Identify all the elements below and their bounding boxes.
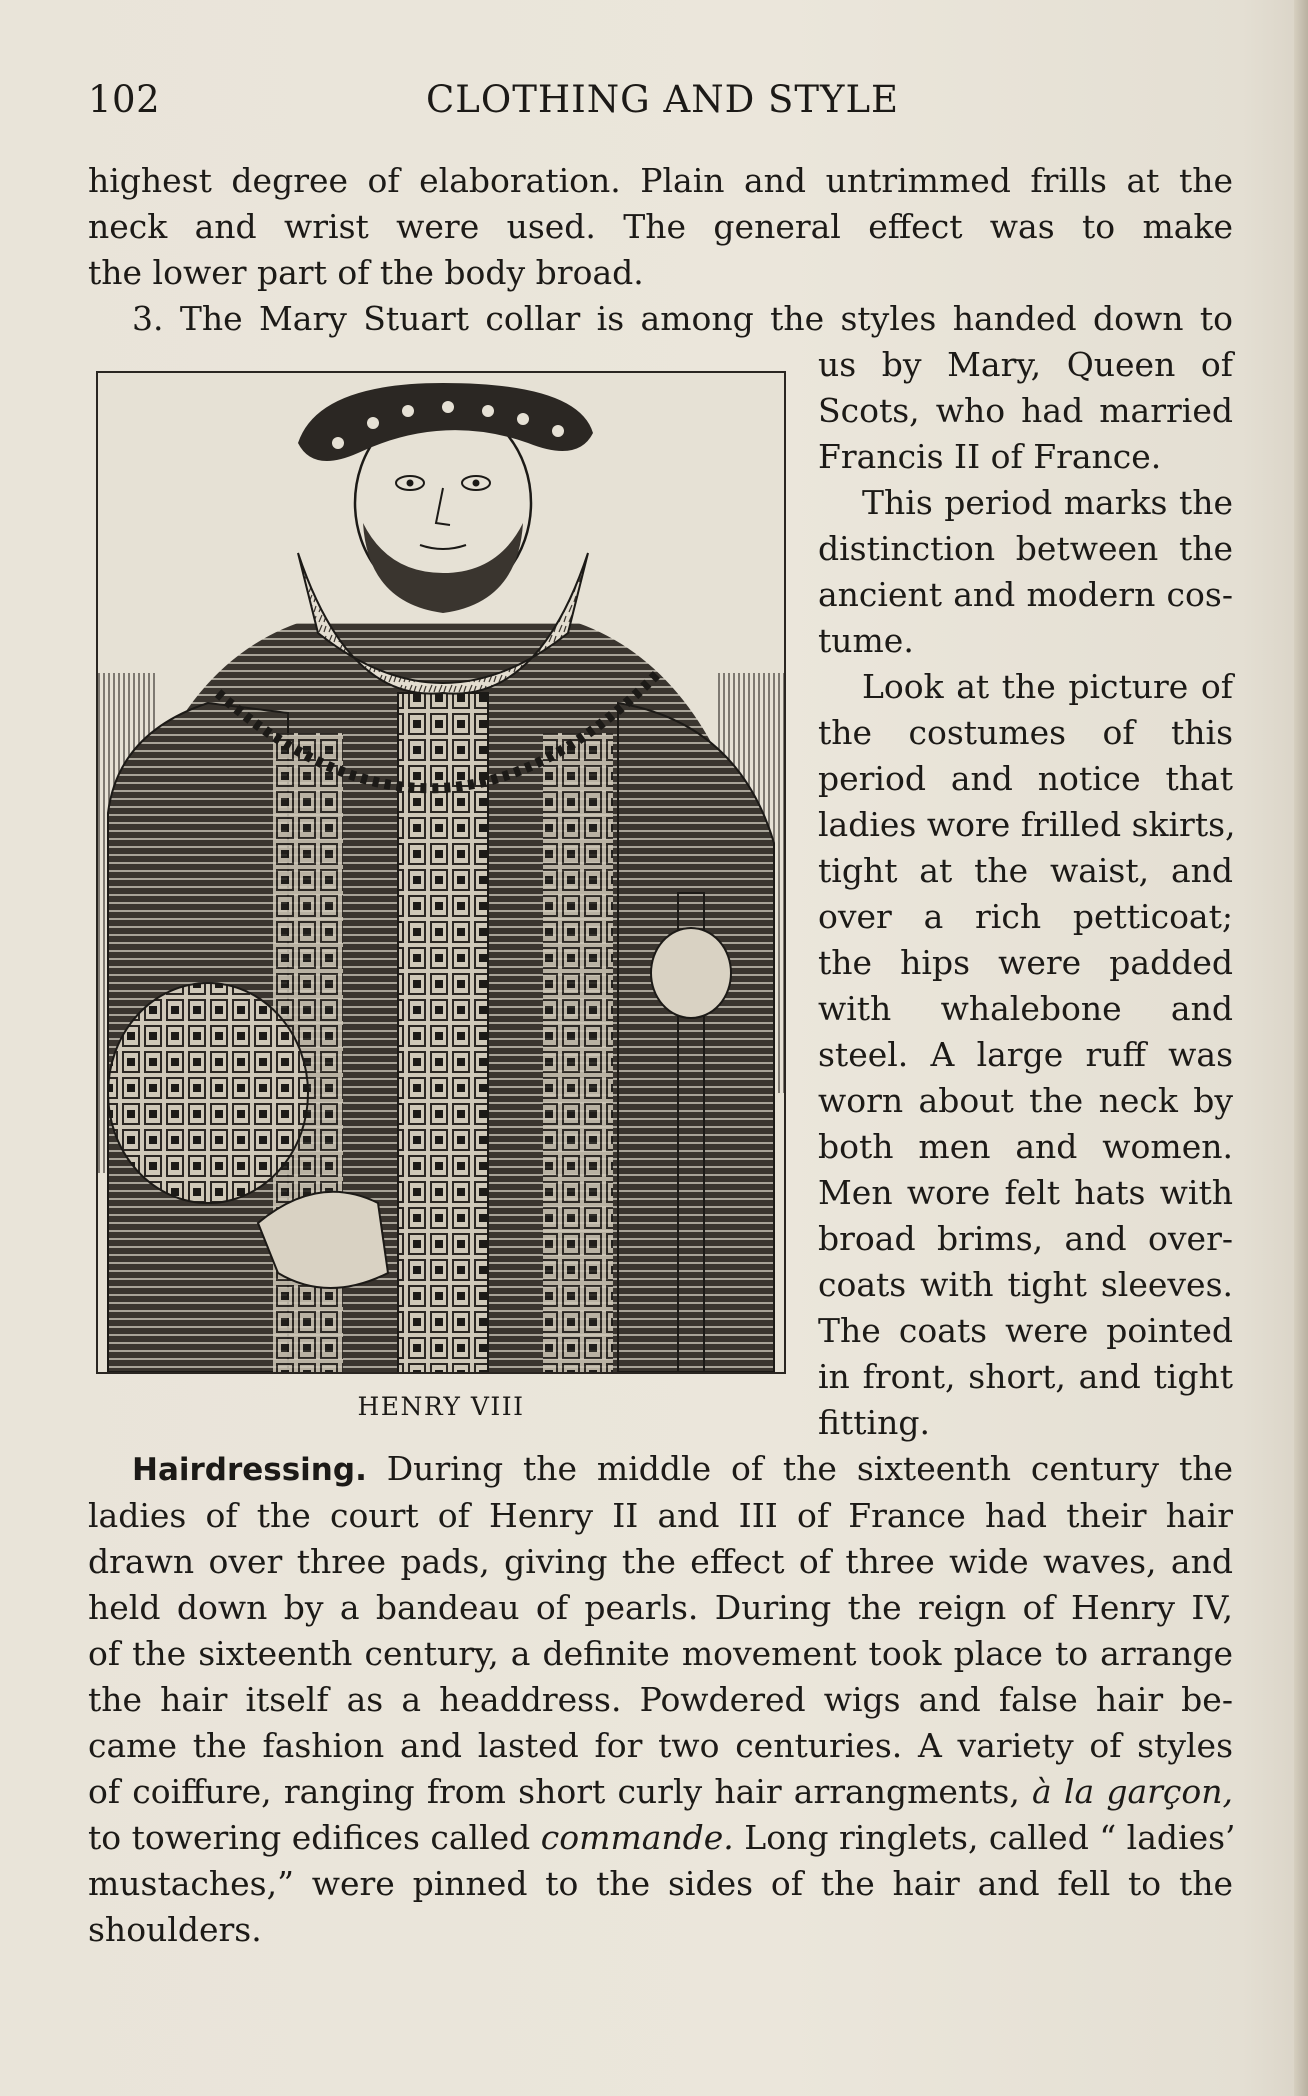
text-line: with whalebone and <box>818 989 1233 1028</box>
text-line: fitting. <box>818 1403 930 1442</box>
text-line: us by Mary, Queen of <box>818 345 1233 384</box>
text-line: the costumes of this <box>818 713 1233 752</box>
section-heading: Hairdressing. <box>132 1452 367 1488</box>
text-fragment: During the middle of the sixteenth century the <box>366 1449 1233 1488</box>
text-line: the lower part of the body broad. <box>88 253 644 292</box>
figure-caption: HENRY VIII <box>357 1392 525 1421</box>
text-line: both men and women. <box>818 1127 1233 1166</box>
text-line: worn about the neck by <box>818 1081 1233 1120</box>
text-line: steel. A large ruff was <box>818 1035 1233 1074</box>
text-line: distinction between the <box>818 529 1233 568</box>
portrait-figure <box>96 371 786 1374</box>
text-fragment: Long ringlets, called “ ladies’ <box>733 1818 1236 1857</box>
text-line: The coats were pointed <box>818 1311 1233 1350</box>
text-line: tight at the waist, and <box>818 851 1233 890</box>
text-line: over a rich petticoat; <box>818 897 1233 936</box>
running-title: CLOTHING AND STYLE <box>426 78 900 121</box>
text-line: Francis II of France. <box>818 437 1162 476</box>
text-line: came the fashion and lasted for two centuries. A variety of styles <box>88 1726 1233 1765</box>
top-paragraphs <box>88 158 1233 342</box>
text-line: held down by a bandeau of pearls. During the reign of Henry IV, <box>88 1588 1233 1627</box>
page-number: 102 <box>88 78 161 121</box>
text-line: Men wore felt hats with <box>818 1173 1233 1212</box>
running-header <box>88 78 1233 128</box>
text-line <box>88 1769 1233 1815</box>
text-line: ladies of the court of Henry II and III of France had their hair <box>88 1496 1233 1535</box>
text-line: tume. <box>818 621 914 660</box>
text-line: drawn over three pads, giving the effect of three wide waves, and <box>88 1542 1233 1581</box>
italic-phrase: à la garçon, <box>1032 1772 1233 1811</box>
text-line: period and notice that <box>818 759 1233 798</box>
text-fragment: to towering edifices called <box>88 1818 541 1857</box>
text-line: 3. The Mary Stuart collar is among the styles handed down to <box>132 299 1233 338</box>
side-column <box>818 342 1236 1446</box>
text-line: highest degree of elaboration. Plain and untrimmed frills at the <box>88 161 1233 200</box>
text-line: broad brims, and over- <box>818 1219 1233 1258</box>
text-line <box>88 1815 1236 1861</box>
text-line: the hips were padded <box>818 943 1233 982</box>
text-line: Scots, who had married <box>818 391 1233 430</box>
text-line: ladies wore frilled skirts, <box>818 805 1236 844</box>
text-line: mustaches,” were pinned to the sides of the hair and fell to the <box>88 1864 1233 1903</box>
text-line: shoulders. <box>88 1910 262 1949</box>
text-line <box>88 1446 1233 1493</box>
italic-phrase: commande. <box>540 1818 734 1857</box>
text-line: in front, short, and tight <box>818 1357 1233 1396</box>
text-line: of the sixteenth century, a definite movement took place to arrange <box>88 1634 1233 1673</box>
text-line: coats with tight sleeves. <box>818 1265 1233 1304</box>
portrait-illustration <box>98 373 784 1372</box>
text-line: neck and wrist were used. The general effect was to make <box>88 207 1233 246</box>
text-line: This period marks the <box>862 483 1233 522</box>
hairdressing-paragraph <box>88 1446 1236 1953</box>
page-edge <box>1294 0 1308 2096</box>
text-line: ancient and modern cos- <box>818 575 1233 614</box>
text-line: Look at the picture of <box>862 667 1233 706</box>
text-fragment: of coiffure, ranging from short curly hair arrangments, <box>88 1772 1033 1811</box>
text-line: the hair itself as a headdress. Powdered wigs and false hair be- <box>88 1680 1233 1719</box>
